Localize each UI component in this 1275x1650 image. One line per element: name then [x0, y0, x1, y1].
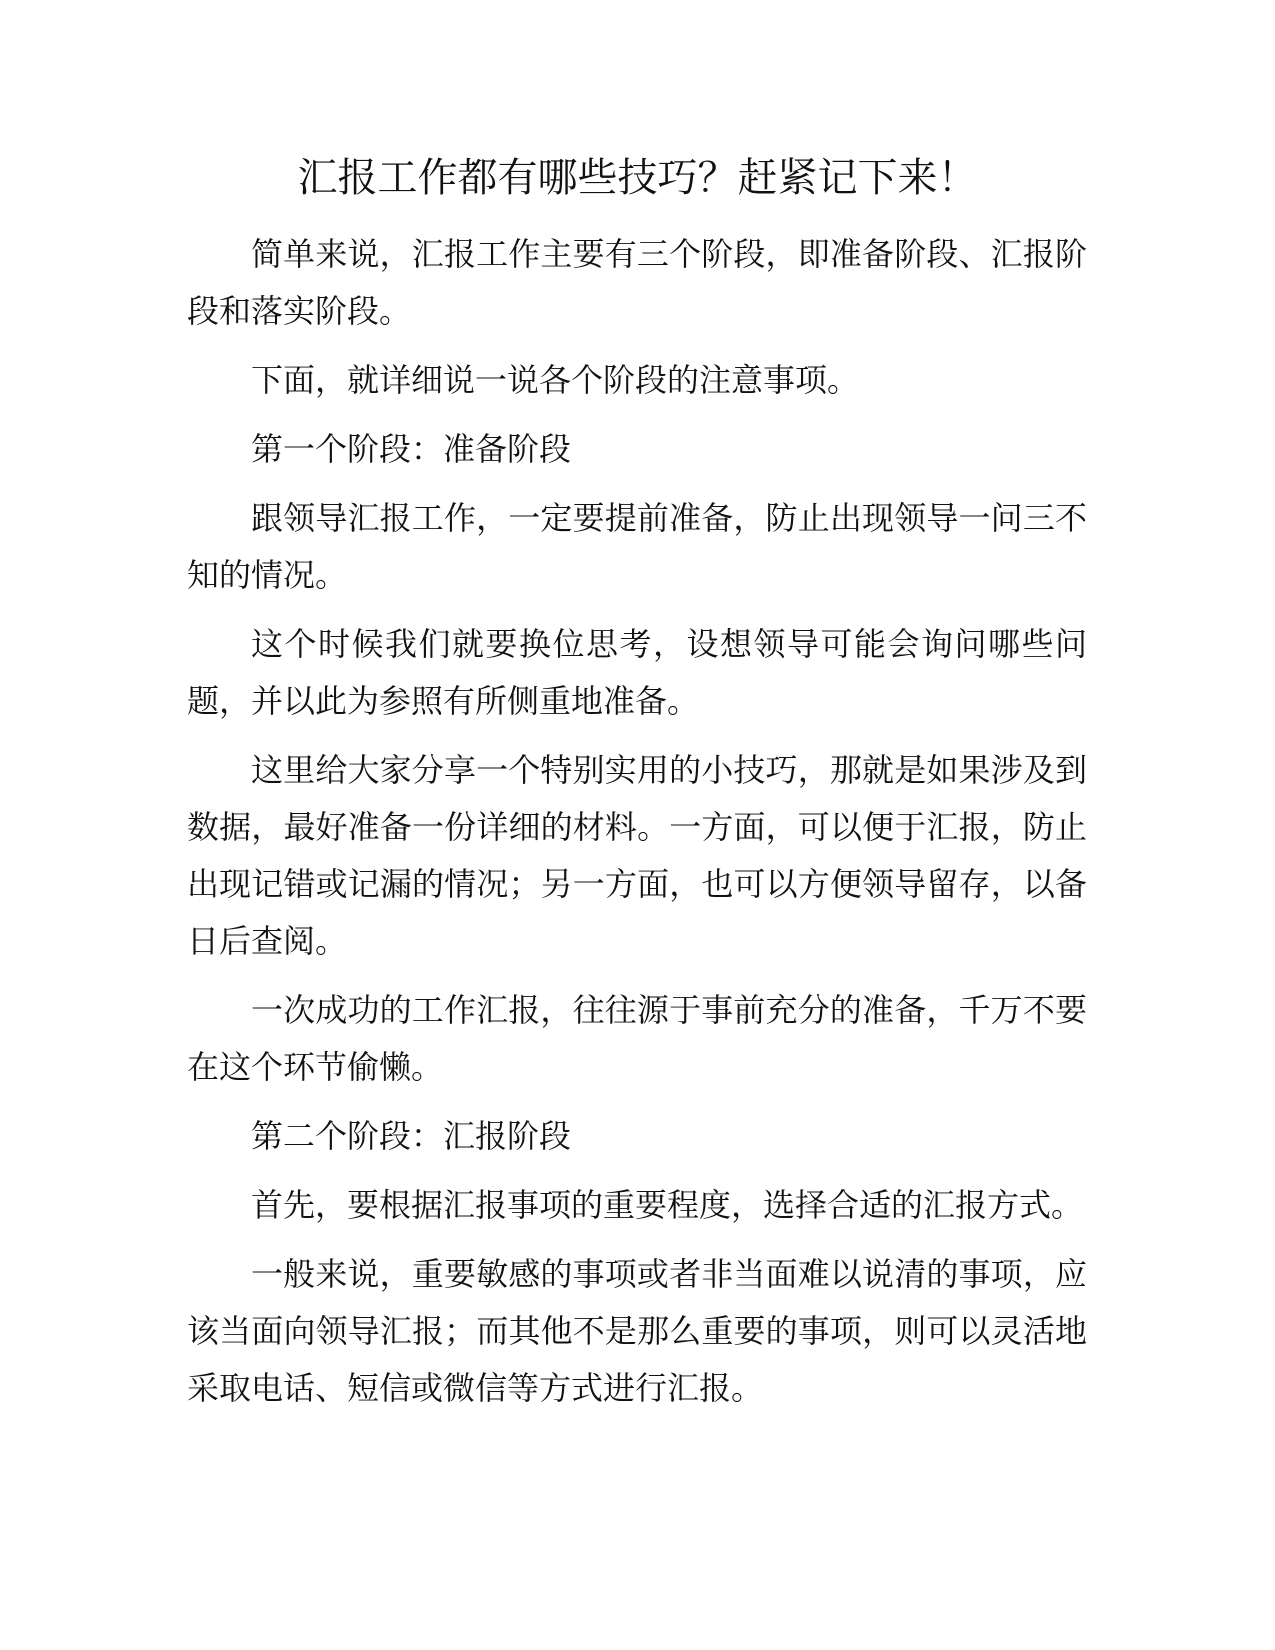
paragraph: 这里给大家分享一个特别实用的小技巧，那就是如果涉及到数据，最好准备一份详细的材料。一方面，可以便于汇报，防止出现记错或记漏的情况；另一方面，也可以方便领导留存，以备日后查阅。	[187, 751, 1087, 960]
document-body	[187, 226, 1087, 1429]
paragraph: 跟领导汇报工作，一定要提前准备，防止出现领导一问三不知的情况。	[187, 499, 1087, 594]
paragraph: 首先，要根据汇报事项的重要程度，选择合适的汇报方式。	[251, 1186, 1084, 1224]
paragraph-overview: 下面，就详细说一说各个阶段的注意事项。	[251, 361, 860, 399]
document-title: 汇报工作都有哪些技巧？赶紧记下来！	[297, 155, 978, 201]
paragraph: 这个时候我们就要换位思考，设想领导可能会询问哪些问题，并以此为参照有所侧重地准备。	[187, 625, 1087, 720]
paragraph-intro: 简单来说，汇报工作主要有三个阶段，即准备阶段、汇报阶段和落实阶段。	[187, 235, 1087, 330]
section-heading-stage-2: 第二个阶段：汇报阶段	[251, 1117, 572, 1155]
section-heading-stage-1: 第一个阶段：准备阶段	[251, 430, 572, 468]
paragraph: 一般来说，重要敏感的事项或者非当面难以说清的事项，应该当面向领导汇报；而其他不是那么重要的事项，则可以灵活地采取电话、短信或微信等方式进行汇报。	[187, 1255, 1087, 1407]
paragraph: 一次成功的工作汇报，往往源于事前充分的准备，千万不要在这个环节偷懒。	[187, 991, 1087, 1086]
